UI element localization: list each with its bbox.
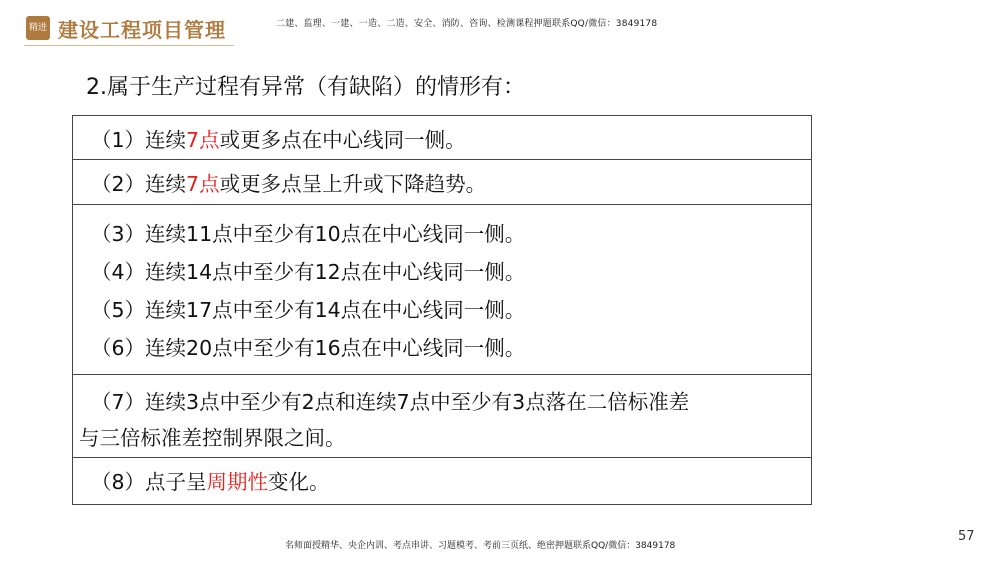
row-1-highlight: 7点 — [186, 128, 220, 152]
row-8-suffix: 变化。 — [268, 470, 330, 494]
criteria-line-3: （3）连续11点中至少有10点在中心线同一侧。 — [91, 222, 526, 246]
row-8-highlight: 周期性 — [206, 470, 269, 494]
bottom-contact-note: 名师面授精华、央企内训、考点串讲、习题模考、考前三页纸、绝密押题联系QQ/微信：3849178 — [285, 541, 676, 551]
criteria-row-8 — [73, 458, 811, 504]
row-2-prefix: （2）连续 — [91, 172, 187, 196]
top-contact-note: 二建、监理、一建、一造、二造、安全、消防、咨询、检测课程押题联系QQ/微信：3849178 — [276, 19, 658, 29]
row-1-suffix: 或更多点在中心线同一侧。 — [219, 128, 466, 152]
criteria-line-7b: 与三倍标准差控制界限之间。 — [79, 426, 346, 450]
row-1-prefix: （1）连续 — [91, 128, 187, 152]
criteria-row-3-6 — [73, 205, 811, 375]
criteria-row-1 — [73, 116, 811, 160]
row-2-suffix: 或更多点呈上升或下降趋势。 — [219, 172, 487, 196]
criteria-line-7a: （7）连续3点中至少有2点和连续7点中至少有3点落在二倍标准差 — [91, 390, 690, 414]
criteria-line-4: （4）连续14点中至少有12点在中心线同一侧。 — [91, 260, 526, 284]
row-2-highlight: 7点 — [186, 172, 220, 196]
criteria-line-6: （6）连续20点中至少有16点在中心线同一侧。 — [91, 336, 526, 360]
criteria-line-5: （5）连续17点中至少有14点在中心线同一侧。 — [91, 298, 526, 322]
row-8-prefix: （8）点子呈 — [91, 470, 207, 494]
section-heading: 2.属于生产过程有异常（有缺陷）的情形有： — [86, 75, 525, 100]
criteria-row-7 — [73, 375, 811, 458]
brand-logo: 精进 — [26, 16, 50, 40]
criteria-table — [72, 115, 812, 505]
brand-divider — [24, 45, 234, 46]
criteria-row-2 — [73, 160, 811, 205]
brand-title: 建设工程项目管理 — [58, 18, 226, 42]
page-number: 57 — [958, 529, 975, 544]
